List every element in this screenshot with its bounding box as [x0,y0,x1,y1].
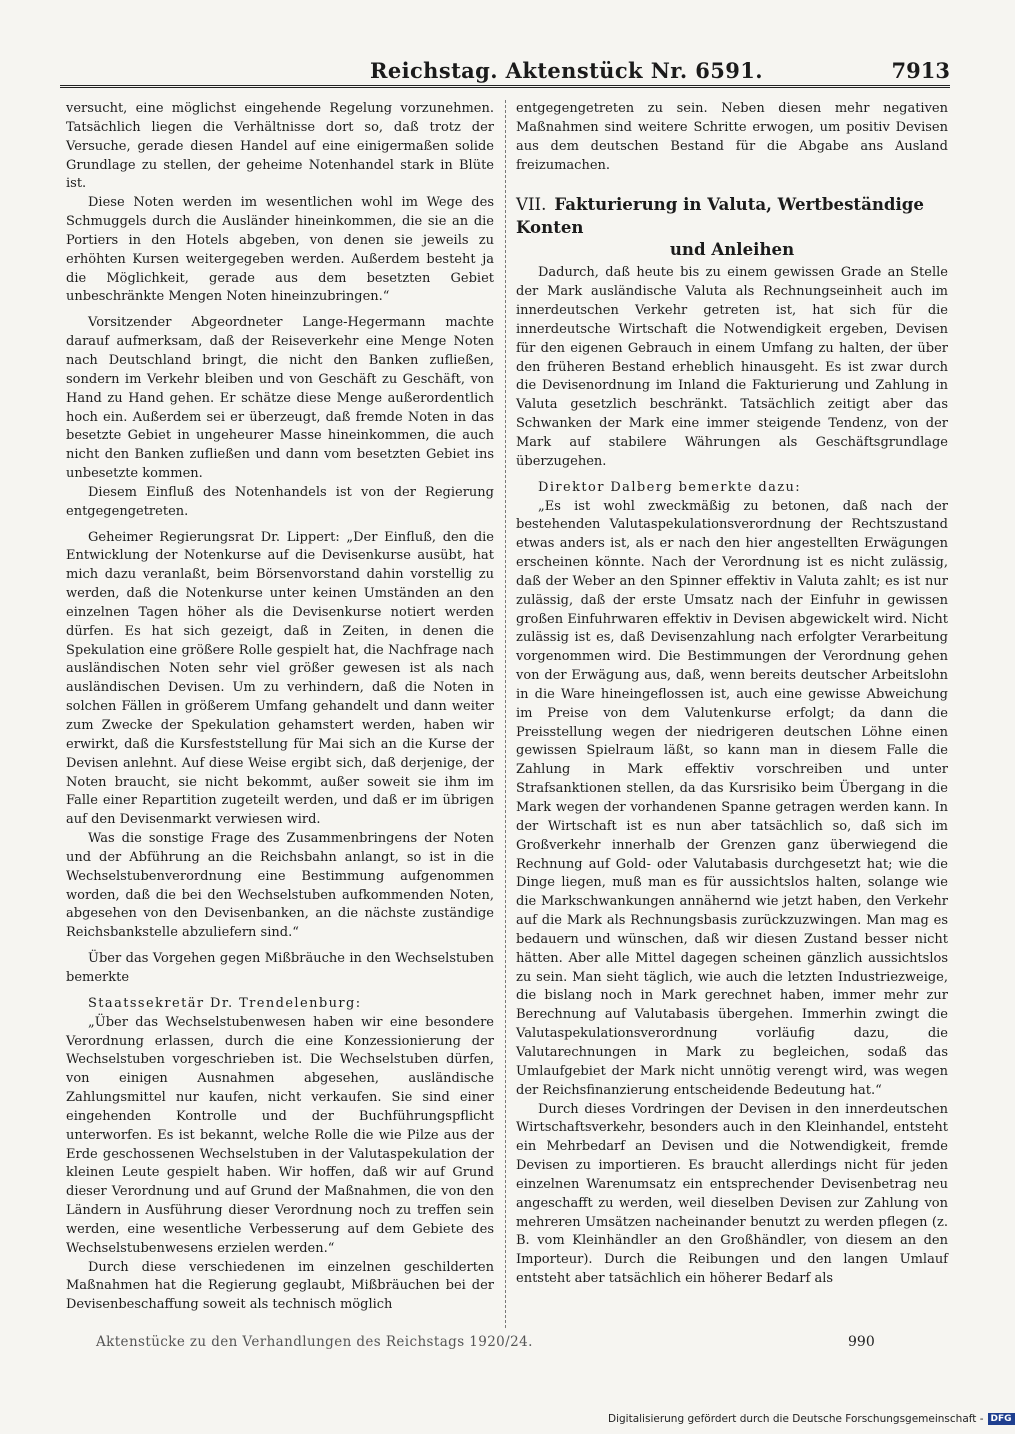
page-header-title: Reichstag. Aktenstück Nr. 6591. [370,58,764,83]
digitization-credit [608,1413,1015,1425]
paragraph: Über das Vorgehen gegen Mißbräuche in den Wechselstuben bemerkte [66,951,494,985]
left-column [66,100,494,1315]
credit-text: Digitalisierung gefördert durch die Deutsche Forschungsgemeinschaft - [608,1413,984,1425]
paragraph: Durch dieses Vordringen der Devisen in den innerdeutschen Wirtschaftsverkehr, besonders auch in den Kleinhandel, entsteht ein Mehrbedarf an Devisen und die Notwendigkeit, fremde Devisen zu importieren. Es braucht allerdings nicht für jeden einzelnen Warenumsatz ein entsprechender Devisenbetrag neu angeschafft zu werden, weil dieselben Devisen zur Zahlung von mehreren Umsätzen nacheinander benutzt zu werden pflegen (z. B. vom Kleinhändler an den Großhändler, von diesem an den Importeur). Durch die Reibungen und den langen Umlauf entsteht aber tatsächlich ein höherer Bedarf als [516,1101,948,1287]
section-heading [516,193,948,260]
header-rule [60,85,950,88]
right-column [516,100,948,1289]
paragraph: Was die sonstige Frage des Zusammenbringens der Noten und der Abführung an die Reichsbahn anlangt, so ist in die Wechselstubenverordnung eine Bestimmung aufgenommen worden, daß die bei den Wechselstuben aufkommenden Noten, abgesehen von den Devisenbanken, an die nächste zuständige Reichsbankstelle abzuliefern sind.“ [66,831,494,941]
paragraph: „Es ist wohl zweckmäßig zu betonen, daß nach der bestehenden Valutaspekulationsverordnung der Rechtszustand etwas anders ist, als er nach den hier angestellten Erwägungen erscheinen könnte. Nach der Verordnung ist es nicht zulässig, daß der Weber an den Spinner effektiv in Valuta zahlt; es ist nur zulässig, daß der erste Umsatz nach der Einfuhr in gewissen großen Einfuhrwaren effektiv in Devisen abgewickelt wird. Nicht zulässig ist es, daß Devisenzahlung nach erfolgter Verarbeitung vorgenommen wird. Die Bestimmungen der Verordnung gehen von der Erwägung aus, daß, wenn bereits deutscher Arbeitslohn in die Ware hineingeflossen ist, auch eine gewisse Abweichung im Preise von dem Valutenkurse erfolgt; da dann die Preisstellung wegen der niedrigeren deutschen Löhne einen gewissen Spielraum läßt, so kann man in diesem Falle die Zahlung in Mark effektiv vorschreiben und unter Strafsanktionen stellen, da das Kursrisiko beim Übergang in die Mark wegen der vorhandenen Spanne getragen werden kann. In der Wirtschaft ist es nun aber tatsächlich so, daß sich im Großverkehr innerhalb der Grenzen ganz überwiegend die Rechnung auf Gold- oder Valutabasis durchgesetzt hat; wie die Dinge liegen, muß man es für aussichtslos halten, solange wie die Markschwankungen annähernd wie jetzt haben, den Verkehr auf die Mark als Rechnungsbasis zurückzuzwingen. Man mag es bedauern und wünschen, daß wir diesen Zustand besser nicht hätten. Aber alle Mittel dagegen scheinen gänzlich aussichtslos zu sein. Man sieht täglich, wie auch die letzten Industriezweige, die bislang noch in Mark gerechnet haben, immer mehr zur Berechnung auf Valutabasis übergehen. Immerhin zwingt die Valutaspekulationsverordnung vorläufig dazu, die Valutarechnungen in Mark zu begleichen, sodaß das Umlaufgebiet der Mark nicht unnötig verengt wird, was wegen der Reichsfinanzierung entscheidende Bedeutung hat.“ [516,498,948,1098]
section-title: Fakturierung in Valuta, Wertbeständige Konten [516,194,924,238]
footer-source: Aktenstücke zu den Verhandlungen des Reichstags 1920/24. [96,1334,533,1350]
paragraph: Diesem Einfluß des Notenhandels ist von der Regierung entgegengetreten. [66,484,494,519]
section-number: VII. [516,195,547,215]
paragraph: Durch diese verschiedenen im einzelnen geschilderten Maßnahmen hat die Regierung geglaubt, Mißbräuchen bei der Devisenbeschaffung soweit als technisch möglich [66,1259,494,1313]
page-number: 7913 [891,58,950,83]
paragraph: Diese Noten werden im wesentlichen wohl im Wege des Schmuggels durch die Ausländer hineinkommen, die sie an die Portiers in den Hotels abgeben, von denen sie jeweils zu erhöhten Kursen weitergegeben werden. Außerdem besteht ja die Möglichkeit, gerade aus dem besetzten Gebiet unbeschränkte Mengen Noten hineinzubringen.“ [66,195,494,305]
paragraph: versucht, eine möglichst eingehende Regelung vorzunehmen. Tatsächlich liegen die Verhältnisse dort so, daß trotz der Versuche, gerade diesen Handel auf eine einigermaßen solide Grundlage zu stellen, der geheime Notenhandel stark in Blüte ist. [66,101,494,192]
speaker-heading: Direktor Dalberg bemerkte dazu: [538,479,802,495]
speaker-heading: Staatssekretär Dr. Trendelenburg: [88,995,362,1011]
paragraph: entgegengetreten zu sein. Neben diesen mehr negativen Maßnahmen sind weitere Schritte erwogen, um positiv Devisen aus dem deutschen Bestand für die Abgabe ans Ausland freizumachen. [516,101,948,173]
page-header [60,56,950,90]
paragraph: Geheimer Regierungsrat Dr. Lippert: „Der Einfluß, den die Entwicklung der Notenkurse auf die Devisenkurse ausübt, hat mich dazu veranlaßt, beim Börsenvorstand dahin vorstellig zu werden, daß die Notenkurse unter keinen Umständen an den einzelnen Tagen höher als die Devisenkurse notiert werden dürfen. Es hat sich gezeigt, daß in Zeiten, in denen die Spekulation eine größere Rolle gespielt hat, die Nachfrage nach ausländischen Noten sehr viel größer gewesen ist als nach ausländischen Devisen. Um zu verhindern, daß die Noten in solchen Fällen in größerem Umfang gehandelt und dann weiter zum Zwecke der Spekulation gehamstert werden, haben wir erwirkt, daß die Kursfeststellung für Mai sich an die Kurse der Devisen anlehnt. Auf diese Weise ergibt sich, daß derjenige, der Noten braucht, sie nicht bekommt, außer soweit sie ihm im Falle einer Repartition zugeteilt werden, und daß er im übrigen auf den Devisenmarkt verwiesen wird. [66,529,494,828]
paragraph: Vorsitzender Abgeordneter Lange-Hegermann machte darauf aufmerksam, daß der Reiseverkehr eine Menge Noten nach Deutschland bringt, die nicht den Banken zufließen, sondern im Verkehr bleiben und von Geschäft zu Geschäft, von Hand zu Hand gehen. Er schätze diese Menge außerordentlich hoch ein. Außerdem sei er überzeugt, daß fremde Noten in das besetzte Gebiet in ungeheurer Masse hineinkommen, die auch nicht den Banken zufließen und dann vom besetzten Gebiet ins unbesetzte kommen. [66,315,494,482]
dfg-logo: DFG [988,1413,1015,1425]
footer-signature-number: 990 [848,1334,875,1350]
paragraph: „Über das Wechselstubenwesen haben wir eine besondere Verordnung erlassen, durch die eine Konzessionierung der Wechselstuben vorgeschrieben ist. Die Wechselstuben dürfen, von einigen Ausnahmen abgesehen, ausländische Zahlungsmittel nur kaufen, nicht verkaufen. Sie sind einer eingehenden Kontrolle und der Buchführungspflicht unterworfen. Es ist bekannt, welche Rolle die wie Pilze aus der Erde geschossenen Wechselstuben in der Valutaspekulation der kleinen Leute gespielt haben. Wir hoffen, daß wir auf Grund dieser Verordnung und auf Grund der Maßnahmen, die von den Ländern in Ausführung dieser Verordnung noch zu treffen sein werden, eine wesentliche Verbesserung auf dem Gebiete des Wechselstubenwesens erzielen werden.“ [66,1014,494,1256]
paragraph: Dadurch, daß heute bis zu einem gewissen Grade an Stelle der Mark ausländische Valuta als Rechnungseinheit auch im innerdeutschen Verkehr getreten ist, hat sich für die innerdeutsche Wirtschaft die Notwendigkeit ergeben, Devisen für den eigenen Gebrauch in einem Umfang zu halten, der über den früheren Bestand erheblich hinausgeht. Es ist zwar durch die Devisenordnung im Inland die Fakturierung und Zahlung in Valuta gesetzlich beschränkt. Tatsächlich zeitigt aber das Schwanken der Mark eine immer steigende Tendenz, von der Mark auf stabilere Währungen als Geschäftsgrundlage überzugehen. [516,265,948,469]
section-title-line2: und Anleihen [669,239,795,260]
column-divider [505,100,506,1328]
